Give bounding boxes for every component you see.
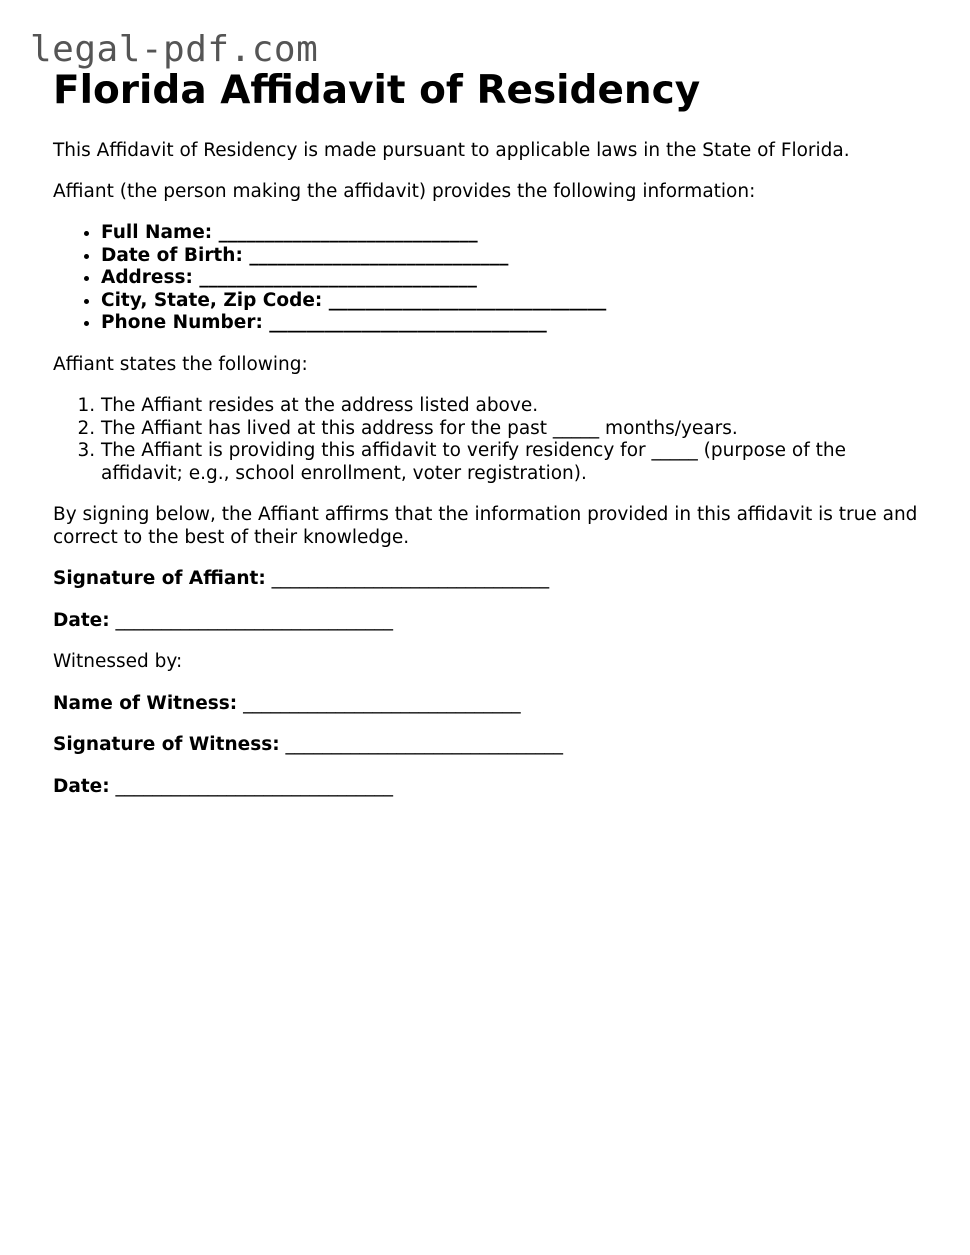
info-blank: ______________________________ [269,312,547,334]
witness-signature-blank: ______________________________ [285,734,564,756]
statement-item: 3. The Affiant is providing this affidavit to verify residency for _____ (purpose of the affidavit; e.g., school enrollment, voter registration). [101,440,923,485]
date-witness-label: Date: [53,775,110,797]
signature-affiant-blank: ______________________________ [271,568,550,590]
info-blank: ______________________________ [199,267,477,289]
date-affiant-label: Date: [53,609,110,631]
info-label: Full Name: [101,222,213,243]
watermark-logo: legal-pdf.com [30,29,319,70]
witness-name-blank: ______________________________ [243,692,521,714]
witnessed-by-text: Witnessed by: [53,651,183,673]
document-body [53,66,923,798]
info-blank: ____________________________ [249,244,509,266]
date-affiant-line [53,610,923,633]
states-heading: Affiant states the following: [53,353,308,375]
witness-name-line [53,693,923,716]
info-phone-number [101,312,923,335]
info-full-name [101,222,923,245]
info-label: City, State, Zip Code: [101,289,323,311]
statements-list [53,395,923,485]
date-witness-blank: ______________________________ [115,775,394,797]
affiant-intro-paragraph: Affiant (the person making the affidavit) provides the following information: [53,180,756,202]
witness-signature-label: Signature of Witness: [53,734,280,756]
intro-paragraph: This Affidavit of Residency is made pursuant to applicable laws in the State of Florida. [53,140,850,161]
statement-item: 1. The Affiant resides at the address listed above. [101,395,923,418]
info-label: Address: [101,267,193,289]
info-date-of-birth [101,245,923,268]
witness-signature-line [53,734,923,757]
info-address [101,267,923,290]
affiant-info-list [53,222,923,335]
info-city-state-zip [101,290,923,313]
info-blank: ____________________________ [218,222,478,243]
info-label: Date of Birth: [101,244,243,266]
statement-item: 2. The Affiant has lived at this address for the past _____ months/years. [101,418,923,441]
document-title: Florida Affidavit of Residency [53,68,701,113]
info-label: Phone Number: [101,312,263,334]
date-affiant-blank: ______________________________ [115,609,394,631]
signature-affiant-line [53,568,923,591]
signature-affiant-label: Signature of Affiant: [53,568,266,590]
witness-name-label: Name of Witness: [53,692,238,714]
info-blank: ______________________________ [328,289,607,311]
affirmation-paragraph: By signing below, the Affiant affirms that the information provided in this affidavit is true and correct to the best of their knowledge. [53,504,918,548]
date-witness-line [53,776,923,799]
